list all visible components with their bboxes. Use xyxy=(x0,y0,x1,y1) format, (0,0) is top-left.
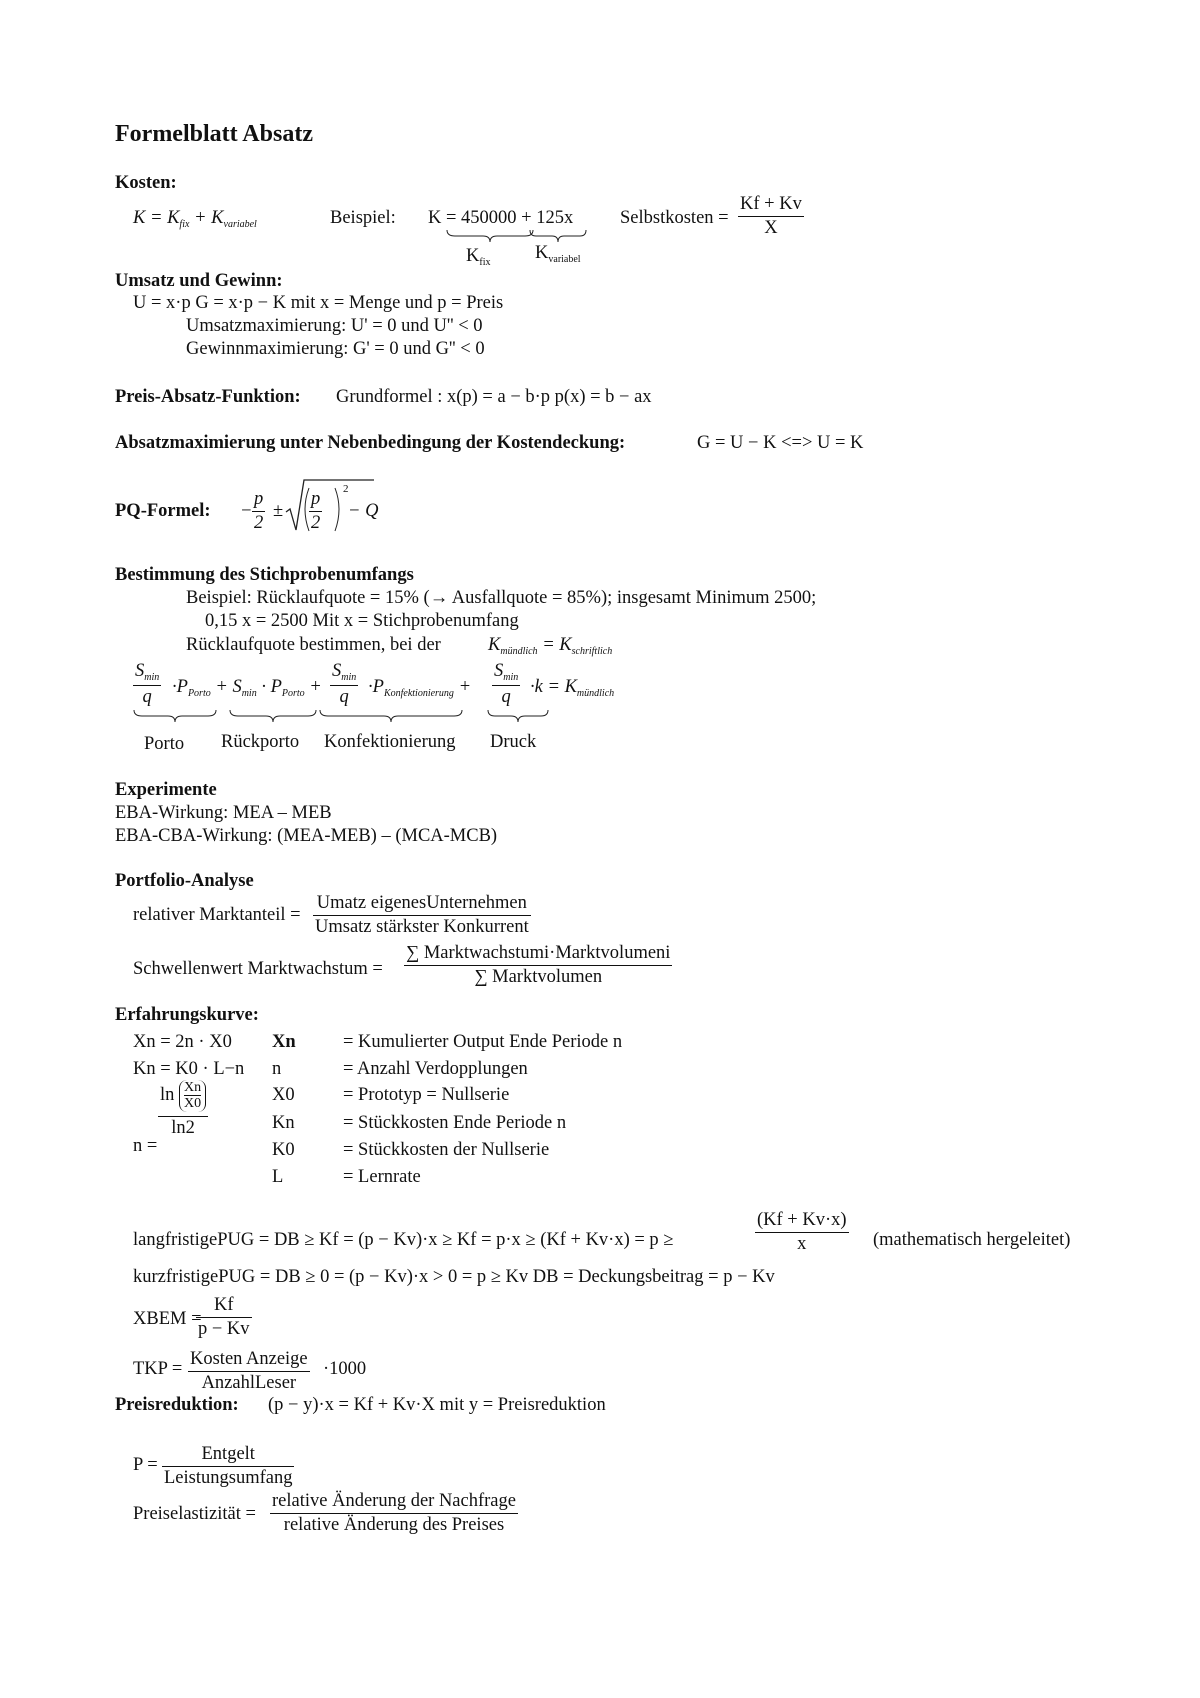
frac-porto: $S_{min}$ q xyxy=(135,661,160,707)
langfristige-pug-note: (mathematisch hergeleitet) xyxy=(873,1230,1071,1250)
langfristige-pug-fraction: $\frac{(Kf + Kv\cdot x)}{x}$ xyxy=(757,1210,847,1254)
pq-inner-fraction: $\frac{p}{2}$ xyxy=(311,489,321,533)
def-text: = Prototyp = Nullserie xyxy=(343,1085,510,1105)
def-symbol: Kn xyxy=(272,1113,295,1133)
stichprobe-bedingung: Rücklaufquote bestimmen, bei der xyxy=(186,635,441,655)
relativer-marktanteil-label: relativer Marktanteil = xyxy=(133,905,301,925)
gewinnmaximierung: Gewinnmaximierung: G' = 0 und G'' < 0 xyxy=(186,339,485,359)
relativer-marktanteil-fraction: Umatz eigenesUnternehmen Umsatz stärkster Konkurrent xyxy=(315,893,529,937)
preis-fraction: Entgelt Leistungsumfang xyxy=(164,1444,293,1488)
paf-formula: Grundformel : x(p) = a − b·p p(x) = b − ax xyxy=(336,387,652,407)
page-title: Formelblatt Absatz xyxy=(115,121,313,147)
kurzfristige-pug: kurzfristigePUG = DB ≥ 0 = (p − Kv)·x > 0 = p ≥ Kv DB = Deckungsbeitrag = p − Kv xyxy=(133,1267,775,1287)
erfahrung-heading: Erfahrungskurve: xyxy=(115,1005,259,1025)
label-porto: Porto xyxy=(144,734,185,754)
formula-kn: Kn = K0 · L−n xyxy=(133,1059,245,1079)
selbstkosten-fraction xyxy=(738,195,804,237)
stichprobe-gleichung: 0,15 x = 2500 Mit x = Stichprobenumfang xyxy=(205,611,519,631)
kosten-brace-var-label: $K_{variabel}$ xyxy=(535,243,581,265)
eba-wirkung: EBA-Wirkung: MEA – MEB xyxy=(115,803,332,823)
def-symbol: L xyxy=(272,1167,284,1187)
schwellenwert-fraction: ∑ Marktwachstumi·Marktvolumeni ∑ Marktvolumen xyxy=(406,943,671,987)
def-symbol: X0 xyxy=(272,1085,295,1105)
eba-cba-wirkung: EBA-CBA-Wirkung: (MEA-MEB) – (MCA-MCB) xyxy=(115,826,498,846)
selbstkosten-numerator: Kf + Kv xyxy=(738,195,804,217)
stichprobe-heading: Bestimmung des Stichprobenumfangs xyxy=(115,565,414,585)
tkp-fraction: Kosten Anzeige AnzahlLeser xyxy=(190,1349,308,1393)
kosten-beispiel-label: Beispiel: xyxy=(330,208,396,228)
def-text: = Anzahl Verdopplungen xyxy=(343,1059,528,1079)
schwellenwert-label: Schwellenwert Marktwachstum = xyxy=(133,959,383,979)
brace-rueckporto xyxy=(228,709,324,723)
selbstkosten-denominator: X xyxy=(764,217,778,238)
umsatz-formula-line: U = x·p G = x·p − K mit x = Menge und p = Preis xyxy=(133,293,504,313)
brace-porto xyxy=(132,709,222,723)
term-konfektion: $\cdot P_{Konfektionierung}$ + xyxy=(368,677,472,699)
selbstkosten-label: Selbstkosten = xyxy=(620,208,729,228)
frac-druck: $S_{min}$ q xyxy=(494,661,519,707)
label-druck: Druck xyxy=(490,732,537,752)
pq-plusminus: ± xyxy=(273,501,284,521)
kosten-formula: $K = K_{fix} + K_{variabel}$ xyxy=(133,208,257,230)
brace-konfektionierung xyxy=(318,709,468,723)
formula-n-fraction: ln $\frac{Xn}{X0}$ ln2 xyxy=(158,1080,208,1137)
pq-exponent: 2 xyxy=(343,483,349,495)
preiselastizitaet-label: Preiselastizität = xyxy=(133,1504,256,1524)
umsatzmaximierung: Umsatzmaximierung: U' = 0 und U'' < 0 xyxy=(186,316,483,336)
formula-xn: Xn = 2n · X0 xyxy=(133,1032,232,1052)
xbem-label: XBEM = xyxy=(133,1309,202,1329)
absatzmax-formula: G = U − K <=> U = K xyxy=(697,433,864,453)
pq-heading: PQ-Formel: xyxy=(115,501,211,521)
pq-minus: − xyxy=(240,501,253,521)
def-symbol: Xn xyxy=(272,1032,296,1052)
experimente-heading: Experimente xyxy=(115,780,217,800)
portfolio-heading: Portfolio-Analyse xyxy=(115,871,254,891)
kosten-heading: Kosten: xyxy=(115,173,177,193)
pq-p-half: $\frac{p}{2}$ xyxy=(254,489,264,533)
label-rueckporto: Rückporto xyxy=(221,732,300,752)
frac-konfektion: $S_{min}$ q xyxy=(332,661,357,707)
def-symbol: K0 xyxy=(272,1140,295,1160)
def-text: = Stückkosten der Nullserie xyxy=(343,1140,550,1160)
preisreduktion-heading: Preisreduktion: xyxy=(115,1395,239,1415)
kosten-brace-fix xyxy=(445,229,535,243)
formula-n-label: n = xyxy=(133,1136,158,1156)
term-druck: $\cdot k = K_{mündlich}$ xyxy=(530,677,615,699)
kosten-beispiel-formula: K = 450000 + 125x xyxy=(428,208,574,228)
brace-druck xyxy=(486,709,556,723)
label-konfektionierung: Konfektionierung xyxy=(324,732,456,752)
pq-minus-q: − Q xyxy=(348,501,379,521)
term-porto: $\cdot P_{Porto} + S_{min} \cdot P_{Porto}$ + xyxy=(172,677,322,699)
umsatz-heading: Umsatz und Gewinn: xyxy=(115,271,283,291)
tkp-label: TKP = xyxy=(133,1359,183,1379)
def-text: = Kumulierter Output Ende Periode n xyxy=(343,1032,623,1052)
preiselastizitaet-fraction: relative Änderung der Nachfrage relative Änderung des Preises xyxy=(272,1491,516,1535)
absatzmax-heading: Absatzmaximierung unter Nebenbedingung der Kostendeckung: xyxy=(115,433,626,453)
stichprobe-beispiel: Beispiel: Rücklaufquote = 15% (→ Ausfallquote = 85%); insgesamt Minimum 2500; xyxy=(186,588,817,608)
def-text: = Lernrate xyxy=(343,1167,421,1187)
xbem-fraction: $\frac{Kf}{p - Kv}$ xyxy=(198,1295,250,1339)
def-symbol: n xyxy=(272,1059,282,1079)
paf-heading: Preis-Absatz-Funktion: xyxy=(115,387,301,407)
kosten-brace-var xyxy=(528,229,588,243)
stichprobe-bedingung-formula: $K_{mündlich} = K_{schriftlich}$ xyxy=(488,635,613,657)
kosten-brace-fix-label: $K_{fix}$ xyxy=(466,246,491,268)
tkp-tail: ·1000 xyxy=(323,1359,367,1379)
def-text: = Stückkosten Ende Periode n xyxy=(343,1113,567,1133)
preisreduktion-formula: (p − y)·x = Kf + Kv·X mit y = Preisreduktion xyxy=(268,1395,606,1415)
langfristige-pug: langfristigePUG = DB ≥ Kf = (p − Kv)·x ≥ Kf = p·x ≥ (Kf + Kv·x) = p ≥ xyxy=(133,1230,674,1250)
preis-label: P = xyxy=(133,1455,158,1475)
